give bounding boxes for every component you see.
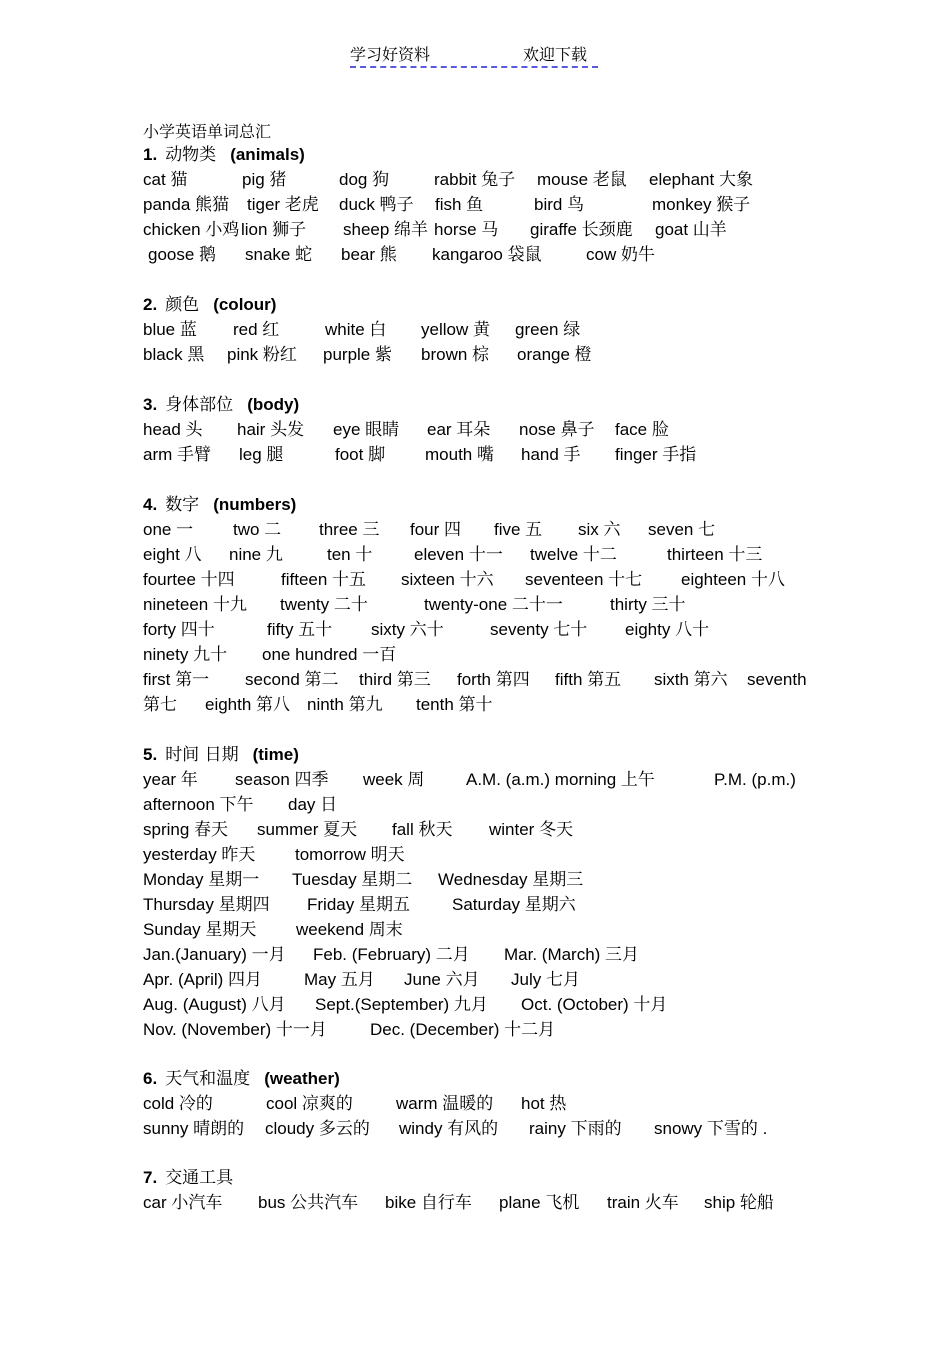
vocab-word: sixteen 十六: [401, 570, 494, 589]
vocab-word: seventh: [747, 670, 807, 689]
vocab-word: fall 秋天: [392, 820, 453, 839]
section: [143, 1165, 833, 1215]
section-title-cn: 时间 日期: [165, 745, 239, 765]
vocab-word: Mar. (March) 三月: [504, 945, 640, 964]
section-title-en: (numbers): [213, 495, 297, 514]
vocab-word: June 六月: [404, 970, 480, 989]
vocab-word: seven 七: [648, 520, 716, 539]
vocab-word: afternoon 下午: [143, 795, 254, 814]
vocab-word: twenty-one 二十一: [424, 595, 563, 614]
vocab-word: yellow 黄: [421, 320, 490, 339]
word-row: [143, 1017, 833, 1042]
section-title-en: (weather): [264, 1069, 340, 1088]
section-number: 4.: [143, 495, 158, 514]
vocab-word: cow 奶牛: [586, 245, 655, 264]
vocab-word: Sept.(September) 九月: [315, 995, 488, 1014]
word-row: [143, 217, 833, 242]
vocab-word: four 四: [410, 520, 462, 539]
vocab-word: chicken 小鸡: [143, 220, 240, 239]
vocab-word: 第七: [143, 695, 177, 714]
vocab-word: fifty 五十: [267, 620, 333, 639]
vocab-word: train 火车: [607, 1193, 679, 1212]
word-row: [143, 542, 833, 567]
section-title-cn: 数字: [165, 495, 200, 515]
vocab-word: Tuesday 星期二: [292, 870, 413, 889]
section-number: 5.: [143, 745, 158, 764]
vocab-word: sunny 晴朗的: [143, 1119, 245, 1138]
word-row: [143, 867, 833, 892]
vocab-word: thirteen 十三: [667, 545, 763, 564]
section-heading: [143, 492, 833, 517]
section-heading: [143, 392, 833, 417]
vocab-word: eight 八: [143, 545, 202, 564]
vocab-word: elephant 大象: [649, 170, 753, 189]
word-row: [143, 767, 833, 792]
vocab-word: car 小汽车: [143, 1193, 223, 1212]
word-row: [143, 642, 833, 667]
word-row: [143, 1091, 833, 1116]
section: [143, 492, 833, 717]
vocab-word: July 七月: [511, 970, 580, 989]
section-heading: [143, 142, 833, 167]
word-row: [143, 692, 833, 717]
vocab-word: hair 头发: [237, 420, 305, 439]
vocab-word: A.M. (a.m.) morning 上午: [466, 770, 655, 789]
section-heading: [143, 292, 833, 317]
vocab-word: Jan.(January) 一月: [143, 945, 286, 964]
section: [143, 1066, 833, 1141]
vocab-word: foot 脚: [335, 445, 386, 464]
vocab-word: Thursday 星期四: [143, 895, 270, 914]
vocab-word: ear 耳朵: [427, 420, 491, 439]
vocab-word: windy 有风的: [399, 1119, 499, 1138]
vocab-word: bike 自行车: [385, 1193, 472, 1212]
word-row: [143, 842, 833, 867]
vocab-word: ninety 九十: [143, 645, 228, 664]
vocab-word: Monday 星期一: [143, 870, 260, 889]
vocab-word: three 三: [319, 520, 380, 539]
vocab-word: ten 十: [327, 545, 373, 564]
vocab-word: snowy 下雪的 .: [654, 1119, 768, 1138]
section-title-cn: 动物类: [165, 145, 217, 165]
vocab-word: Sunday 星期天: [143, 920, 257, 939]
word-row: [143, 592, 833, 617]
section: [143, 142, 833, 267]
vocab-word: cloudy 多云的: [265, 1119, 370, 1138]
vocab-word: mouse 老鼠: [537, 170, 627, 189]
word-row: [143, 242, 833, 267]
word-row: [143, 342, 833, 367]
section-number: 6.: [143, 1069, 158, 1088]
section: [143, 392, 833, 467]
vocab-word: warm 温暖的: [396, 1094, 494, 1113]
word-row: [143, 667, 833, 692]
vocab-word: face 脸: [615, 420, 669, 439]
vocab-word: arm 手臂: [143, 445, 211, 464]
section: [143, 292, 833, 367]
word-row: [143, 967, 833, 992]
section-heading: [143, 1165, 833, 1190]
word-row: [143, 917, 833, 942]
vocab-word: Apr. (April) 四月: [143, 970, 263, 989]
vocab-word: pink 粉红: [227, 345, 297, 364]
vocab-word: cat 猫: [143, 170, 188, 189]
vocab-word: one 一: [143, 520, 194, 539]
vocab-word: brown 棕: [421, 345, 490, 364]
vocab-word: Feb. (February) 二月: [313, 945, 470, 964]
vocab-word: twenty 二十: [280, 595, 368, 614]
vocab-word: fifteen 十五: [281, 570, 367, 589]
vocab-word: lion 狮子: [241, 220, 307, 239]
vocab-word: thirty 三十: [610, 595, 686, 614]
section: [143, 742, 833, 1042]
vocab-word: Saturday 星期六: [452, 895, 576, 914]
section-title-en: (time): [252, 745, 299, 764]
page-title: 小学英语单词总汇: [143, 122, 272, 141]
section-title-en: (body): [247, 395, 300, 414]
word-row: [143, 992, 833, 1017]
vocab-word: pig 猪: [242, 170, 287, 189]
vocab-word: red 红: [233, 320, 280, 339]
vocab-word: twelve 十二: [530, 545, 617, 564]
vocab-word: five 五: [494, 520, 543, 539]
vocab-word: two 二: [233, 520, 282, 539]
word-row: [143, 942, 833, 967]
vocab-word: bear 熊: [341, 245, 397, 264]
word-row: [143, 417, 833, 442]
word-row: [143, 1190, 833, 1215]
vocab-word: dog 狗: [339, 170, 390, 189]
vocab-word: day 日: [288, 795, 338, 814]
vocab-word: panda 熊猫: [143, 195, 229, 214]
vocab-word: blue 蓝: [143, 320, 197, 339]
vocab-word: Friday 星期五: [307, 895, 410, 914]
section-number: 7.: [143, 1168, 158, 1187]
vocab-word: bird 鸟: [534, 195, 585, 214]
vocab-word: tomorrow 明天: [295, 845, 405, 864]
page-header: [350, 40, 598, 68]
vocab-word: rabbit 兔子: [434, 170, 516, 189]
section-title-en: (colour): [213, 295, 277, 314]
section-number: 1.: [143, 145, 158, 164]
vocab-word: eye 眼睛: [333, 420, 400, 439]
vocab-word: P.M. (p.m.): [714, 770, 796, 789]
section-title-cn: 天气和温度: [165, 1069, 251, 1089]
vocab-word: leg 腿: [239, 445, 284, 464]
word-row: [143, 317, 833, 342]
section-title-cn: 身体部位: [165, 395, 234, 415]
vocab-word: ninth 第九: [307, 695, 383, 714]
vocab-word: yesterday 昨天: [143, 845, 256, 864]
vocab-word: goose 鹅: [148, 245, 217, 264]
vocab-word: third 第三: [359, 670, 431, 689]
word-row: [143, 617, 833, 642]
vocab-word: tiger 老虎: [247, 195, 319, 214]
word-row: [143, 1116, 833, 1141]
vocab-word: head 头: [143, 420, 203, 439]
vocab-word: giraffe 长颈鹿: [530, 220, 633, 239]
vocab-word: nineteen 十九: [143, 595, 247, 614]
section-title-cn: 颜色: [165, 295, 200, 315]
vocab-word: goat 山羊: [655, 220, 727, 239]
vocab-word: sheep 绵羊: [343, 220, 429, 239]
vocab-word: Oct. (October) 十月: [521, 995, 668, 1014]
vocab-word: nine 九: [229, 545, 283, 564]
vocab-word: black 黑: [143, 345, 205, 364]
vocab-word: cool 凉爽的: [266, 1094, 353, 1113]
vocab-word: May 五月: [304, 970, 375, 989]
vocab-word: orange 橙: [517, 345, 592, 364]
vocab-word: Dec. (December) 十二月: [370, 1020, 556, 1039]
word-row: [143, 442, 833, 467]
vocab-word: plane 飞机: [499, 1193, 580, 1212]
vocab-word: seventy 七十: [490, 620, 588, 639]
vocab-word: year 年: [143, 770, 198, 789]
header-right-text: 欢迎下载: [523, 45, 588, 64]
vocab-word: fourtee 十四: [143, 570, 235, 589]
vocab-word: finger 手指: [615, 445, 697, 464]
section-title-en: (animals): [230, 145, 305, 164]
word-row: [143, 817, 833, 842]
vocab-word: seventeen 十七: [525, 570, 643, 589]
vocab-word: duck 鸭子: [339, 195, 414, 214]
vocab-word: fifth 第五: [555, 670, 622, 689]
section-number: 2.: [143, 295, 158, 314]
vocab-word: white 白: [325, 320, 387, 339]
vocab-word: eighth 第八: [205, 695, 291, 714]
word-row: [143, 167, 833, 192]
vocab-word: forty 四十: [143, 620, 215, 639]
vocab-word: purple 紫: [323, 345, 392, 364]
word-row: [143, 517, 833, 542]
vocab-word: six 六: [578, 520, 621, 539]
header-left-text: 学习好资料: [350, 45, 431, 64]
vocab-word: Aug. (August) 八月: [143, 995, 286, 1014]
vocab-word: mouth 嘴: [425, 445, 494, 464]
vocab-word: snake 蛇: [245, 245, 313, 264]
section-title-cn: 交通工具: [165, 1168, 234, 1188]
word-row: [143, 567, 833, 592]
vocab-word: winter 冬天: [489, 820, 574, 839]
vocab-word: rainy 下雨的: [529, 1119, 622, 1138]
vocab-word: tenth 第十: [416, 695, 493, 714]
section-number: 3.: [143, 395, 158, 414]
vocab-word: Nov. (November) 十一月: [143, 1020, 327, 1039]
vocab-word: kangaroo 袋鼠: [432, 245, 542, 264]
vocab-word: first 第一: [143, 670, 210, 689]
vocab-word: hand 手: [521, 445, 581, 464]
vocab-word: horse 马: [434, 220, 499, 239]
vocab-word: weekend 周末: [296, 920, 403, 939]
vocab-word: one hundred 一百: [262, 645, 397, 664]
vocab-word: eighteen 十八: [681, 570, 785, 589]
vocab-word: fish 鱼: [435, 195, 484, 214]
word-row: [143, 892, 833, 917]
vocab-word: second 第二: [245, 670, 339, 689]
vocab-word: eleven 十一: [414, 545, 503, 564]
vocab-word: Wednesday 星期三: [438, 870, 584, 889]
vocab-word: cold 冷的: [143, 1094, 213, 1113]
section-heading: [143, 1066, 833, 1091]
vocab-word: week 周: [363, 770, 425, 789]
vocab-word: ship 轮船: [704, 1193, 774, 1212]
section-heading: [143, 742, 833, 767]
vocab-word: forth 第四: [457, 670, 530, 689]
vocab-word: summer 夏天: [257, 820, 358, 839]
vocab-word: nose 鼻子: [519, 420, 595, 439]
vocab-word: bus 公共汽车: [258, 1193, 359, 1212]
vocab-word: season 四季: [235, 770, 329, 789]
vocab-word: green 绿: [515, 320, 581, 339]
vocab-word: hot 热: [521, 1094, 567, 1113]
vocab-word: spring 春天: [143, 820, 229, 839]
word-row: [143, 792, 833, 817]
vocab-word: sixty 六十: [371, 620, 444, 639]
word-row: [143, 192, 833, 217]
vocab-word: eighty 八十: [625, 620, 710, 639]
vocab-word: sixth 第六: [654, 670, 728, 689]
vocab-word: monkey 猴子: [652, 195, 751, 214]
